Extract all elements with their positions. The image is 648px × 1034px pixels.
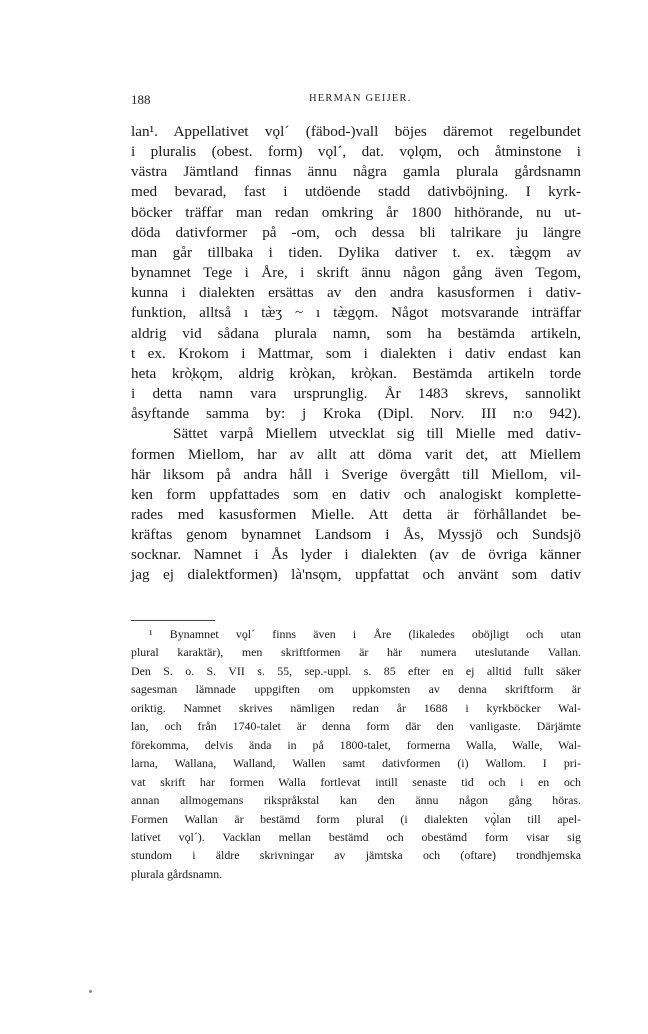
main-text	[131, 122, 581, 586]
text-line: t ex. Krokom i Mattmar, som i dialekten i dativ endast kan	[131, 344, 581, 362]
page-header	[131, 92, 581, 108]
text-line: socknar. Namnet i Ås lyder i dialekten (av de övriga känner	[131, 546, 581, 564]
footnote-line: annan allmogemans rikspråkstal kan den ännu någon gång höras.	[131, 793, 581, 808]
text-line: man går tillbaka i tiden. Dylika dativer t. ex. tæ̀gǫm av	[131, 243, 581, 261]
text-line: lan¹. Appellativet vǫl´ (fäbod-)vall böjes däremot regelbundet	[131, 123, 581, 140]
speck	[89, 990, 92, 993]
footnote-line: plural karaktär), men skriftformen är här numera uteslutande Vallan.	[131, 645, 581, 660]
footnote-line: lativet vǫl´). Vacklan mellan bestämd och obestämd form visar sig	[131, 829, 581, 844]
running-head: HERMAN GEIJER.	[309, 93, 412, 104]
text-line: kräftas genom bynamnet Landsom i Ås, Myssjö och Sundsjö	[131, 526, 581, 544]
text-line: ken form uppfattades som en dativ och analogiskt komplette-	[131, 485, 581, 503]
text-line: jag ej dialektformen) là'nsǫm, uppfattat och använt som dativ	[131, 566, 581, 584]
text-line: aldrig vid sådana plurala namn, som ha bestämda artikeln,	[131, 324, 581, 342]
footnote-line: Formen Wallan är bestämd form plural (i dialekten vǫ̀lan till apel-	[131, 811, 581, 826]
text-line: här liksom på andra håll i Sverige övergått till Miellom, vil-	[131, 465, 581, 483]
footnote-line: plurala gårdsnamn.	[131, 866, 223, 881]
text-line: i detta namn vara ursprunglig. År 1483 skrevs, sannolikt	[131, 385, 581, 403]
footnote-line: oriktig. Namnet skrives nämligen redan år 1688 i kyrkböcker Wal-	[131, 700, 581, 715]
text-line: formen Miellom, har av allt att döma varit det, att Miellem	[131, 445, 581, 463]
footnote-line: förekomma, delvis ända in på 1800-talet, formerna Walla, Walle, Wal-	[131, 737, 581, 752]
text-line: döda dativformer på -om, och dessa bli talrikare ju längre	[131, 223, 581, 241]
text-line: västra Jämtland finnas ännu några gamla plurala gårdsnamn	[131, 163, 581, 181]
text-line: heta krò̜kǫm, aldrig krò̜kan, krò̜kan. Bestämda artikeln torde	[131, 364, 581, 382]
text-line: funktion, alltså ı tæ̀ʒ ~ ı tæ̀gǫm. Något motsvarande inträffar	[131, 304, 581, 322]
text-line: rades med kasusformen Mielle. Att detta är förhållandet be-	[131, 505, 581, 523]
text-line: Sättet varpå Miellem utvecklat sig till Mielle med dativ-	[173, 425, 581, 443]
footnote-line: ¹ Bynamnet vǫl´ finns även i Åre (likaledes oböjligt och utan	[149, 627, 581, 641]
footnote-line: sagesman lämnade uppgiften om uppkomsten av denna skriftform är	[131, 682, 581, 697]
text-line: kunna i dialekten ersättas av den andra kasusformen i dativ-	[131, 284, 581, 302]
footnote-line: vat skrift har formen Walla fortlevat intill senaste tid och i en och	[131, 774, 581, 789]
text-line: åsyftande samma by: j Kroka (Dipl. Norv. III n:o 942).	[131, 405, 581, 423]
text-line: i pluralis (obest. form) vǫl´, dat. vǫlǫm, och åtminstone i	[131, 143, 581, 161]
text-line: bynamnet Tege i Åre, i skrift ännu någon gång även Tegom,	[131, 264, 581, 282]
footnote-line: stundom i äldre skrivningar av jämtska och (oftare) trondhjemska	[131, 848, 581, 863]
footnote	[131, 625, 581, 883]
footnote-line: larna, Wallana, Walland, Wallen samt dativformen (i) Wallom. I pri-	[131, 756, 581, 771]
text-line: böcker träffar man redan omkring år 1800 hithörande, nu ut-	[131, 203, 581, 221]
footnote-divider	[131, 620, 215, 621]
page-number: 188	[131, 92, 151, 107]
footnote-line: lan, och från 1740-talet är denna form där den vanligaste. Därjämte	[131, 719, 581, 734]
text-line: med bevarad, fast i utdöende stadd dativböjning. I kyrk-	[131, 183, 581, 201]
footnote-line: Den S. o. S. VII s. 55, sep.-uppl. s. 85 efter en ej alltid fullt säker	[131, 663, 581, 678]
